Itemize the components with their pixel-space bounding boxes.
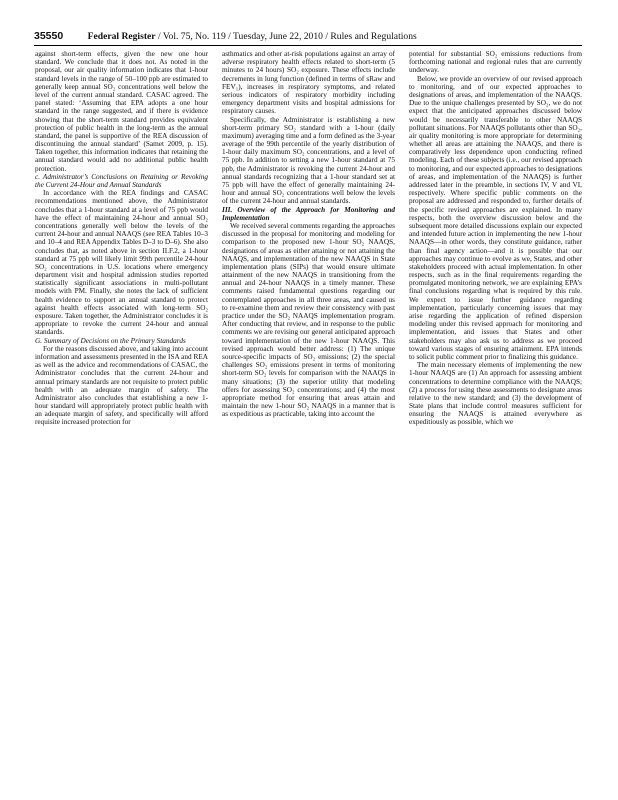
paragraph: The main necessary elements of implementing the new 1-hour NAAQS are (1) An approach for assessing ambient concentrations to determine compliance with the NAAQS; (2) a process for using these assessments to designate areas relative to the new standard; and (3) the development of State plans that include control measures sufficient for ensuring the NAAQS is attained everywhere as expeditiously as possible, which we bbox=[409, 361, 582, 427]
paragraph: potential for substantial SO₂ emissions reductions from forthcoming national and regional rules that are currently underway. bbox=[409, 50, 582, 75]
paragraph: against short-term effects, given the new one hour standard. We conclude that it does not. As noted in the proposal, our air quality information indicates that 1-hour standard levels in the range of 50–100 ppb are estimated to generally keep annual SO₂ concentrations well below the level of the current annual standard. CASAC agreed. The panel stated: ‘Assuming that EPA adopts a one hour standard in the range suggested, and if there is evidence showing that the short-term standard provides equivalent protection of public health in the long-term as the annual standard, the panel is supportive of the REA discussion of discontinuing the annual standard’ (Samet 2009, p. 15). Taken together, this information indicates that retaining the annual standard would add no additional public health protection. bbox=[35, 50, 208, 173]
page-number: 35550 bbox=[34, 30, 64, 42]
text-column-3 bbox=[409, 50, 582, 780]
section-heading: c. Administrator’s Conclusions on Retaining or Revoking the Current 24-Hour and Annual Standards bbox=[35, 172, 208, 189]
issue-info: / Vol. 75, No. 119 / Tuesday, June 22, 2010 / Rules and Regulations bbox=[157, 31, 417, 42]
section-heading: G. Summary of Decisions on the Primary Standards bbox=[35, 336, 186, 345]
paragraph: For the reasons discussed above, and taking into account information and assessments presented in the ISA and REA as well as the advice and recommendations of CASAC, the Administrator concludes that the current 24-hour and annual primary standards are not requisite to protect public health with an adequate margin of safety. The Administrator also concludes that establishing a new 1-hour standard will appropriately protect public health with an adequate margin of safety, and specifically will afford requisite increased protection for bbox=[35, 344, 208, 427]
page-header bbox=[34, 30, 582, 43]
paragraph: asthmatics and other at-risk populations against an array of adverse respiratory health effects related to short-term (5 minutes to 24 hours) SO₂ exposure. These effects include decrements in lung function (defined in terms of sRaw and FEV₁), increases in respiratory symptoms, and related serious indicators of respiratory morbidity including emergency department visits and hospital admissions for respiratory causes. bbox=[222, 50, 395, 116]
paragraph: In accordance with the REA findings and CASAC recommendations mentioned above, the Administrator concludes that a 1-hour standard at a level of 75 ppb would have the effect of maintaining 24-hour and annual SO₂ concentrations generally well below the levels of the current 24-hour and annual NAAQS (see REA Tables 10–3 and 10–4 and REA Appendix Tables D–3 to D–6). She also concludes that, as noted above in section II.F.2, a 1-hour standard at 75 ppb will likely limit 99th percentile 24-hour SO₂ concentrations in U.S. locations where emergency department visit and hospital admission studies reported statistically significant associations in multi-pollutant models with PM. Finally, she notes the lack of sufficient health evidence to support an annual standard to protect against health effects associated with long-term SO₂ exposure. Taken together, the Administrator concludes it is appropriate to revoke the current 24-hour and annual standards. bbox=[35, 189, 208, 337]
paragraph: Below, we provide an overview of our revised approach to monitoring, and of our expected approaches to designations of areas, and implementation of the NAAQS. Due to the unique challenges presented by SO₂, we do not expect that the anticipated approaches discussed below would be necessarily transferable to other NAAQS pollutant situations. For NAAQS pollutants other than SO₂, air quality monitoring is more appropriate for determining whether all areas are attaining the NAAQS, and there is comparatively less dependence upon conducting refined modeling. Each of these subjects (i.e., our revised approach to monitoring, and our expected approaches to designations of areas, and implementation of the NAAQS) is further addressed later in the preamble, in sections IV, V and VI, respectively. Where specific public comments on the proposal are addressed and responded to, further details of the specific revised approaches are explained. In many respects, both the overview discussion below and the subsequent more detailed discussions explain our expected and intended future action in implementing the new 1-hour NAAQS—in other words, they constitute guidance, rather than final agency action—and it is possible that our approaches may continue to evolve as we, States, and other stakeholders proceed with actual implementation. In other respects, such as in the final requirements regarding the promulgated monitoring network, we are explaining EPA’s final conclusions regarding what is required by this rule. We expect to issue further guidance regarding implementation, particularly concerning issues that may arise regarding the application of refined dispersion modeling under this revised approach for monitoring and implementation, and issues that States and other stakeholders may also ask us to address as we proceed toward various stages of ensuring attainment. EPA intends to solicit public comment prior to finalizing this guidance. bbox=[409, 74, 582, 361]
header-rule bbox=[34, 45, 582, 46]
text-column-2 bbox=[222, 50, 395, 780]
text-column-1 bbox=[35, 50, 208, 780]
section-heading: III. Overview of the Approach for Monitoring and Implementation bbox=[222, 205, 395, 222]
paragraph: We received several comments regarding the approaches discussed in the proposal for monitoring and modeling for comparison to the proposed new 1-hour SO₂ NAAQS, designations of areas as either attaining or not attaining the NAAQS, and implementation of the new NAAQS in State implementation plans (SIPs) that would ensure ultimate attainment of the new NAAQS in transitioning from the annual and 24-hour NAAQS in a timely manner. These comments raised fundamental questions regarding our contemplated approaches in all three areas, and caused us to re-examine them and review their consistency with past practice under the SO₂ NAAQS implementation program. After conducting that review, and in response to the public comments we are revising our general anticipated approach toward implementation of the new 1-hour NAAQS. This revised approach would better address: (1) The unique source-specific impacts of SO₂ emissions; (2) the special challenges SO₂ emissions present in terms of monitoring short-term SO₂ levels for comparison with the NAAQS in many situations; (3) the superior utility that modeling offers for assessing SO₂ concentrations; and (4) the most appropriate method for ensuring that areas attain and maintain the new 1-hour SO₂ NAAQS in a manner that is as expeditious as practicable, taking into account the bbox=[222, 221, 395, 419]
paragraph: Specifically, the Administrator is establishing a new short-term primary SO₂ standard with a 1-hour (daily maximum) averaging time and a form defined as the 3-year average of the 99th percentile of the yearly distribution of 1-hour daily maximum SO₂ concentrations, and a level of 75 ppb. In addition to setting a new 1-hour standard at 75 ppb, the Administrator is revoking the current 24-hour and annual standards recognizing that a 1-hour standard set at 75 ppb will have the effect of generally maintaining 24-hour and annual SO₂ concentrations well below the levels of the current 24-hour and annual standards. bbox=[222, 115, 395, 206]
journal-name: Federal Register bbox=[87, 31, 156, 42]
